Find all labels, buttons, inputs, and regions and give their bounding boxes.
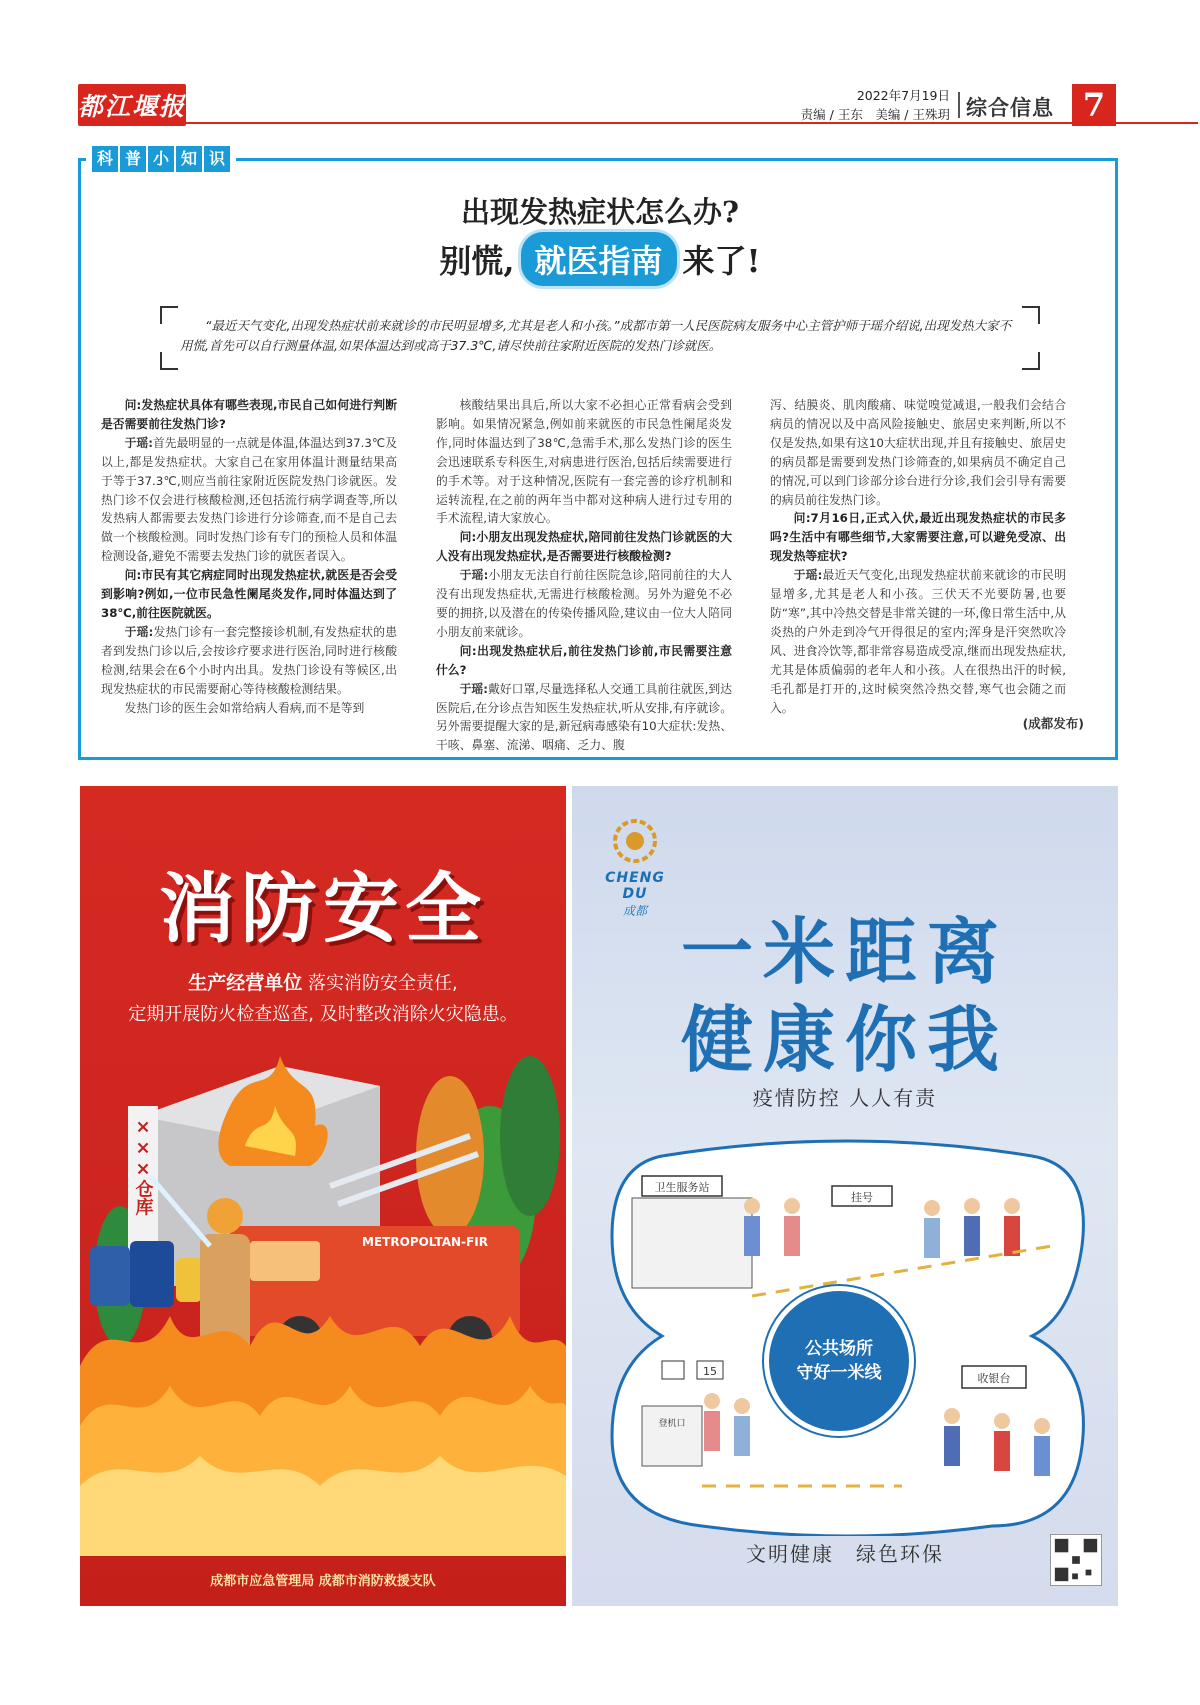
- sign-cashier: 收银台: [977, 1372, 1011, 1385]
- sign-boarding-gate: 登机口: [658, 1419, 686, 1429]
- distance-health-poster: [572, 786, 1118, 1606]
- jerry-can: [176, 1258, 202, 1302]
- tag-char: 普: [120, 146, 146, 172]
- headline-sub-pre: 别慌,: [439, 242, 515, 280]
- answer-paragraph: 于瑶:首先最明显的一点就是体温,体温达到37.3℃及以上,都是发热症状。大家自己在家用体温计测量结果高于等于37.3℃,则应当前往家附近医院发热门诊就医。发热门诊不仅会进行核酸检测,还包括流行病学调查等,所以发热病人都需要去发热门诊进行分诊筛查,而不是自己去做一个核酸检测。同时发热门诊有专门的预检人员和体温检测设备,避免不需要去发热门诊的就医者误入。: [101, 435, 397, 564]
- logo-cn: 成都: [622, 904, 647, 918]
- headline-highlight: 就医指南: [521, 232, 677, 286]
- tag-char: 知: [176, 146, 202, 172]
- page-number: 7: [1072, 84, 1116, 126]
- masthead-logo: [78, 84, 186, 126]
- fire-poster-line-2: 定期开展防火检查巡查, 及时整改消除火灾隐患。: [128, 1004, 518, 1025]
- answer-speaker: 于瑶:: [124, 624, 154, 639]
- fire-poster-line-1: [80, 968, 566, 995]
- barrel: [90, 1246, 130, 1306]
- body-paragraph: 泻、结膜炎、肌肉酸痛、味觉嗅觉减退,一般我们会结合病员的情况以及中高风险接触史、旅居史来判断,所以不仅是发热,如果有这10大症状出现,并且有接触史、旅居史的病员都是需要到发热门诊筛查的,如果病员不确定自己的情况,可以到门诊部分诊台进行分诊,我们会引导有需要的病员前往发热门诊。: [770, 398, 1066, 507]
- health-footer-slogan: 文明健康 绿色环保: [746, 1542, 944, 1566]
- question-paragraph: 问:小朋友出现发热症状,陪同前往发热门诊就医的大人没有出现发热症状,是否需要进行核酸检测?: [436, 530, 732, 564]
- question-paragraph: 问:出现发热症状后,前往发热门诊前,市民需要注意什么?: [436, 643, 732, 677]
- masthead-text: 都江堰报: [78, 92, 187, 121]
- answer-speaker: 于瑶:: [459, 681, 488, 696]
- sign-gate-number: 15: [703, 1365, 717, 1378]
- article-column-3: [770, 396, 1066, 717]
- sun-emblem-icon: [610, 816, 660, 866]
- warehouse-sign-text: ×××仓库: [132, 1116, 154, 1216]
- sign-health-station: 卫生服务站: [654, 1181, 710, 1194]
- headline-sub-post: 来了!: [682, 242, 761, 280]
- answer-paragraph: 于瑶:戴好口罩,尽量选择私人交通工具前往就医,到达医院后,在分诊点告知医生发热症状,听从安排,有序就诊。另外需要提醒大家的是,新冠病毒感染有10大症状:发热、干咳、鼻塞、流涕、咽痛、乏力、腹: [436, 681, 732, 753]
- counter: [632, 1198, 752, 1288]
- headline-main: 出现发热症状怎么办?: [461, 195, 739, 229]
- firefighter-helmet: [207, 1198, 243, 1234]
- sign-registration: 挂号: [851, 1191, 873, 1204]
- tag-char: 小: [148, 146, 174, 172]
- article-column-2: [436, 396, 732, 755]
- lead-text: “最近天气变化,出现发热症状前来就诊的市民明显增多,尤其是老人和小孩。”成都市第一人民医院病友服务中心主管护师于瑶介绍说,出现发热大家不用慌,首先可以自行测量体温,如果体温达到或高于37.3℃,请尽快前往家附近医院的发热门诊就医。: [180, 318, 1012, 353]
- truck-window: [250, 1241, 320, 1281]
- header-separator: [958, 92, 960, 118]
- barrel: [130, 1241, 174, 1307]
- section-tag: [86, 146, 236, 174]
- health-title-2: 健康你我: [680, 998, 1009, 1082]
- fire-safety-poster: [80, 786, 566, 1606]
- qr-code-icon: [1050, 1534, 1102, 1586]
- one-meter-badge: [764, 1286, 914, 1436]
- corner-mark: [1022, 306, 1040, 324]
- answer-paragraph: 于瑶:最近天气变化,出现发热症状前来就诊的市民明显增多,尤其是老人和小孩。三伏天不光要防暑,也要防“寒”,其中冷热交替是非常关键的一环,像日常生活中,从炎热的户外走到冷气开得很足的室内;浑身是汗突然吹冷风、进食冷饮等,都非常容易造成受凉,继而出现发热症状,尤其是体质偏弱的老年人和小孩。人在很热出汗的时候,毛孔都是打开的,这时候突然冷热交替,寒气也会随之而入。: [770, 568, 1066, 715]
- answer-speaker: 于瑶:: [124, 435, 153, 450]
- article-column-1: [101, 396, 397, 717]
- badge-line-2: 守好一米线: [796, 1363, 882, 1383]
- answer-speaker: 于瑶:: [459, 568, 489, 583]
- health-subtitle: 疫情防控 人人有责: [752, 1086, 938, 1110]
- lead-paragraph-box: [160, 306, 1040, 370]
- issue-date: 2022年7月19日: [856, 88, 950, 103]
- header-rule: [186, 122, 1198, 124]
- section-name: 综合信息: [966, 96, 1054, 120]
- fire-poster-line-1-bold: 生产经营单位: [188, 972, 303, 994]
- tag-char: 科: [92, 146, 118, 172]
- editors: 责编 / 王东 美编 / 王殊玥: [800, 107, 950, 122]
- badge-line-1: 公共场所: [805, 1339, 873, 1359]
- tag-char: 识: [204, 146, 230, 172]
- question-paragraph: 问:发热症状具体有哪些表现,市民自己如何进行判断是否需要前往发热门诊?: [101, 398, 397, 431]
- body-paragraph: 发热门诊的医生会如常给病人看病,而不是等到: [124, 700, 365, 715]
- corner-mark: [160, 352, 178, 370]
- answer-speaker: 于瑶:: [793, 568, 823, 583]
- logo-en: CHENG DU: [605, 870, 665, 902]
- fire-poster-title: 消防安全: [159, 864, 487, 953]
- health-title-1: 一米距离: [680, 910, 1009, 994]
- question-paragraph: 问:7月16日,正式入伏,最近出现发热症状的市民多吗?生活中有哪些细节,大家需要注意,可以避免受凉、出现发热等症状?: [770, 511, 1066, 564]
- article-source: (成都发布): [1022, 716, 1084, 731]
- truck-text: METROPOLTAN-FIR: [362, 1235, 488, 1249]
- answer-paragraph: 于瑶:发热门诊有一套完整接诊机制,有发热症状的患者到发热门诊以后,会按诊疗要求进行医治,同时进行核酸检测,结果会在6个小时内出具。发热门诊设有等候区,出现发热症状的市民需要耐心等待核酸检测结果。: [101, 624, 397, 696]
- question-paragraph: 问:市民有其它病症同时出现发热症状,就医是否会受到影响?例如,一位市民急性阑尾炎发作,同时体温达到了38℃,前往医院就医。: [101, 568, 397, 620]
- tree: [500, 1056, 560, 1216]
- fire-poster-credit: 成都市应急管理局 成都市消防救援支队: [210, 1574, 436, 1589]
- fire-scene-illustration: [80, 1046, 566, 1556]
- fire-poster-line-1-rest: 落实消防安全责任,: [302, 973, 458, 994]
- sign-board: [662, 1361, 684, 1379]
- answer-paragraph: 于瑶:小朋友无法自行前往医院急诊,陪同前往的大人没有出现发热症状,无需进行核酸检测。另外为避免不必要的拥挤,以及潜在的传染传播风险,建议由一位大人陪同小朋友前来就诊。: [436, 568, 732, 639]
- header-meta: [760, 86, 950, 124]
- corner-mark: [1022, 352, 1040, 370]
- boarding-counter: [642, 1406, 702, 1466]
- corner-mark: [160, 306, 178, 324]
- body-paragraph: 核酸结果出具后,所以大家不必担心正常看病会受到影响。如果情况紧急,例如前来就医的市民急性阑尾炎发作,同时体温达到了38℃,急需手术,那么发热门诊的医生会迅速联系专科医生,对病患进行医治,包括后续需要进行的手术等。对于这种情况,医院有一套完善的诊疗机制和运转流程,在之前的两年当中都对这种病人进行过专用的手术流程,请大家放心。: [436, 398, 732, 526]
- headline-sub: [0, 232, 1200, 286]
